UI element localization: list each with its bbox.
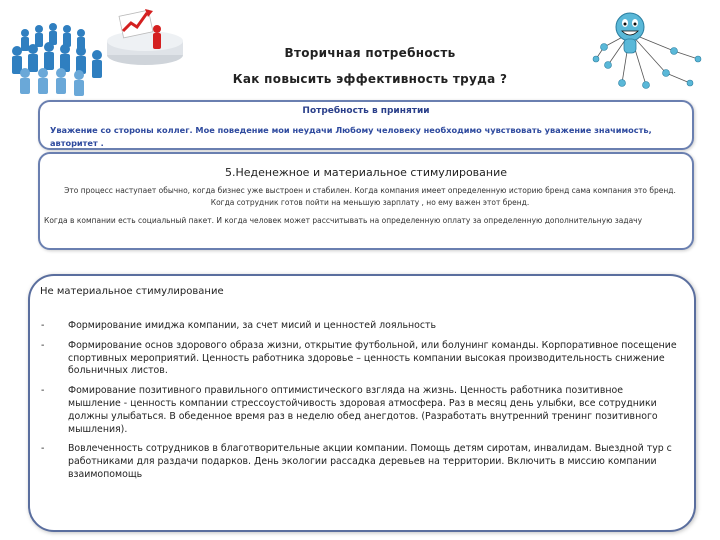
page-title-line1: Вторичная потребность	[284, 46, 456, 60]
list-item	[38, 320, 678, 333]
page-title-line2: Как повысить эффективность труда ?	[232, 72, 508, 86]
list-item	[38, 340, 678, 378]
smiley-network-icon	[590, 3, 715, 98]
list-dash: -	[41, 385, 45, 397]
stimulus-paragraph-2: Когда в компании есть социальный пакет. И когда человек может рассчитывать на определенную оплату за определенную дополнительную задачу	[44, 216, 643, 225]
need-acceptance-text: Уважение со стороны коллег. Мое поведение мои неудачи Любому человеку необходимо чувствовать уважение значимость, авторитет .	[50, 125, 652, 148]
need-acceptance-box	[38, 100, 694, 150]
list-dash: -	[41, 339, 45, 351]
list-item	[38, 443, 678, 481]
list-dash: -	[41, 443, 45, 455]
list-item-text: Формирование основ здорового образа жизни, открытие футбольной, или болунинг команды. Корпоративное посещение спортивных мероприятий. Ценность работника здоровье – ценность компании высокая производительность снижение больничных листов.	[68, 339, 677, 377]
list-dash: -	[41, 320, 45, 331]
list-item-text: Фомирование позитивного правильного оптимистического взгляда на жизнь. Ценность работника позитивное мышление - ценность компании стрессоустойчивость здоровая атмосфера. Раз в месяц день улыбки, все сотрудники должны улыбаться. В обеденное время раз в неделю обед анегдотов. (Разработать внутренний тренинг позитивного мышления).	[68, 385, 658, 435]
nonmaterial-heading: Не материальное стимулирование	[40, 286, 224, 297]
stimulus-paragraph-1: Это процесс наступает обычно, когда бизнес уже выстроен и стабилен. Когда компания имеет определенную историю бренд сама компания это бренд. Когда сотрудник готов пойти на меньшую зарплату , но ему важен этот бренд.	[64, 186, 676, 207]
list-item	[38, 385, 678, 436]
list-item-text: Вовлеченность сотрудников в благотворительные акции компании. Помощь детям сиротам, инвалидам. Выездной тур с работниками для раздачи подарков. День экологии рассадка деревьев на территории. Включить в миссию компании взаимопомощь	[68, 443, 672, 480]
need-acceptance-heading: Потребность в принятии	[302, 106, 430, 116]
people-crowd-with-growth-chart-icon	[5, 3, 185, 98]
nonmaterial-list	[38, 320, 678, 489]
stimulus-heading: 5.Неденежное и материальное стимулирование	[224, 166, 508, 179]
stimulus-box	[38, 152, 694, 250]
nonmaterial-stimulus-box	[28, 274, 696, 532]
list-item-text: Формирование имиджа компании, за счет мисий и ценностей лояльность	[68, 320, 437, 331]
